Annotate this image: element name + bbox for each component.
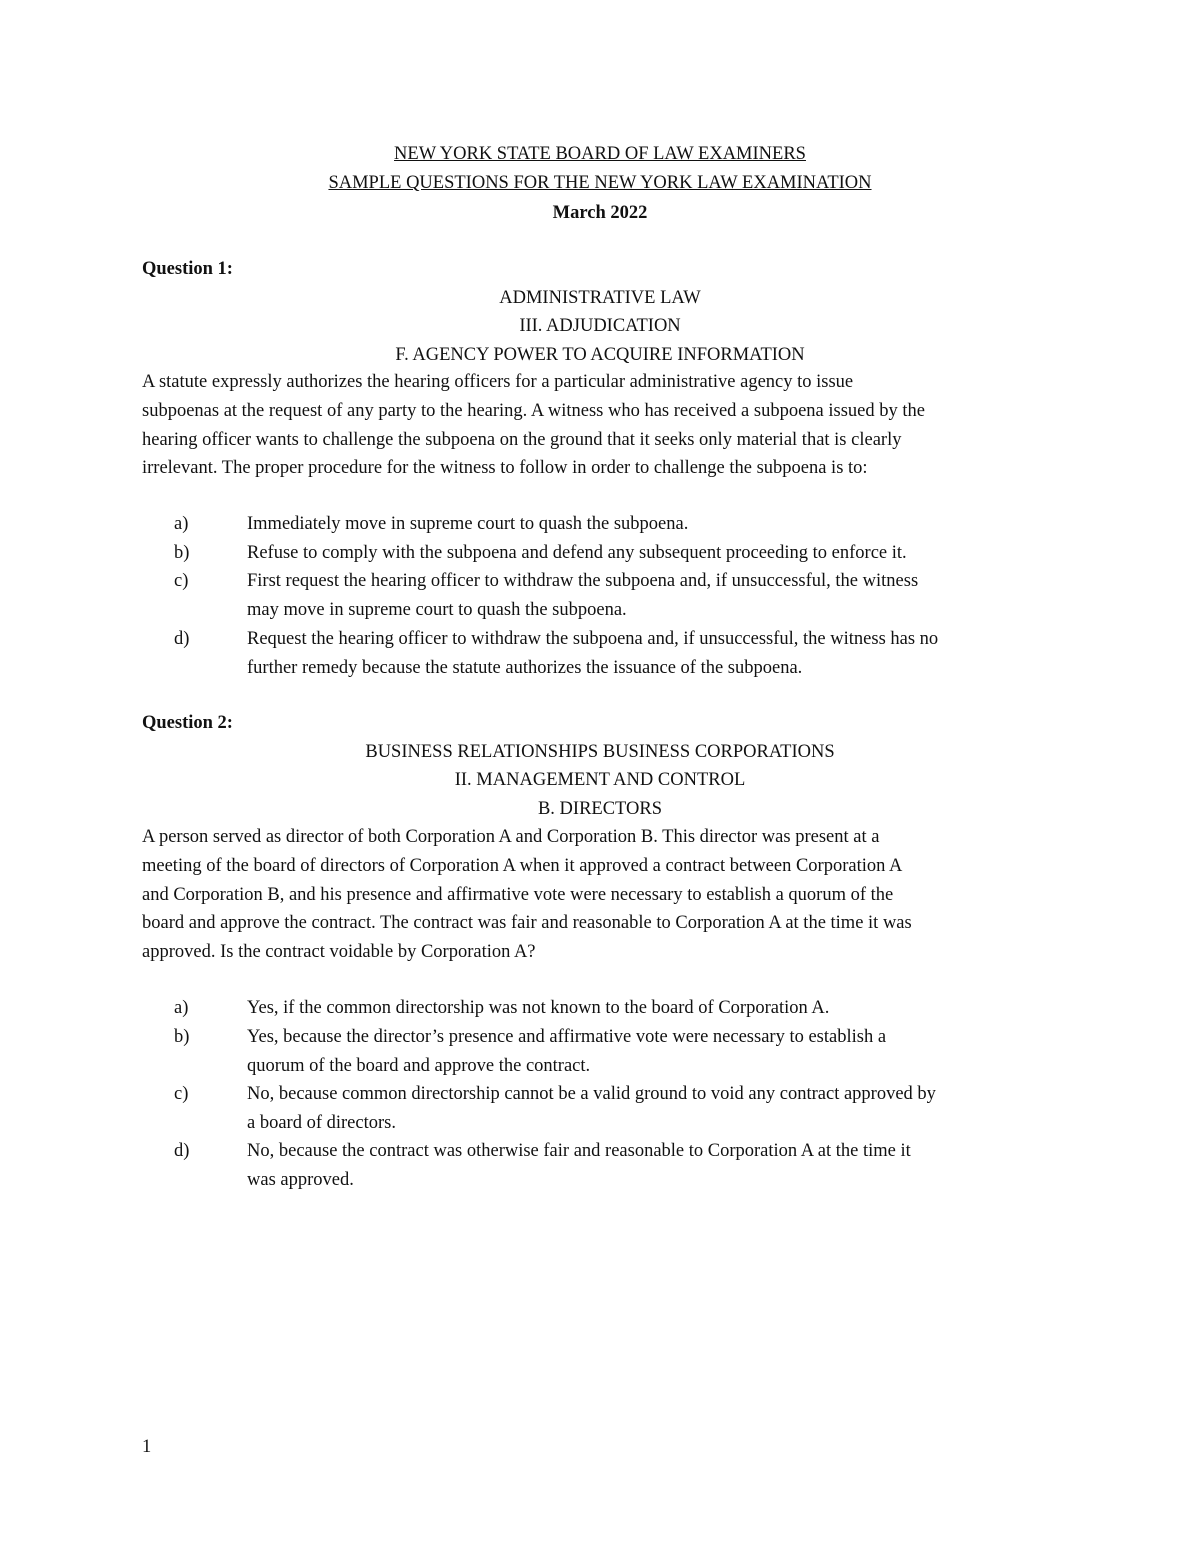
option-text — [247, 625, 1067, 683]
question-1-topic: ADMINISTRATIVE LAW — [499, 288, 701, 308]
option-text — [247, 510, 1067, 539]
option-line: No, because the contract was otherwise fair and reasonable to Corporation A at the time it — [247, 1141, 911, 1161]
option-line: further remedy because the statute authorizes the issuance of the subpoena. — [247, 657, 803, 678]
stem-line: approved. Is the contract voidable by Corporation A? — [142, 942, 536, 963]
option-letter: a) — [174, 514, 189, 534]
option-letter: b) — [174, 543, 190, 563]
option-line: a board of directors. — [247, 1112, 396, 1133]
stem-line: hearing officer wants to challenge the subpoena on the ground that it seeks only material that is clearly — [142, 429, 902, 450]
option-text — [247, 1080, 1067, 1138]
option-text — [247, 1023, 1067, 1081]
option-text — [247, 994, 1067, 1023]
stem-line: and Corporation B, and his presence and affirmative vote were necessary to establish a quorum of the — [142, 884, 894, 905]
question-2-section: II. MANAGEMENT AND CONTROL — [454, 770, 746, 790]
option-text — [247, 567, 1067, 625]
option-line: Yes, because the director’s presence and affirmative vote were necessary to establish a — [247, 1027, 887, 1047]
option-line: Immediately move in supreme court to quash the subpoena. — [247, 514, 689, 534]
option-letter: d) — [174, 1141, 190, 1161]
option-letter: d) — [174, 629, 190, 649]
option-line: quorum of the board and approve the contract. — [247, 1055, 591, 1076]
option-line: was approved. — [247, 1169, 354, 1190]
option-letter: b) — [174, 1027, 190, 1047]
header-title: NEW YORK STATE BOARD OF LAW EXAMINERS — [394, 144, 806, 164]
option-line: Yes, if the common directorship was not known to the board of Corporation A. — [247, 998, 830, 1018]
stem-line: board and approve the contract. The contract was fair and reasonable to Corporation A at the time it was — [142, 913, 912, 934]
option-letter: a) — [174, 998, 189, 1018]
option-text — [247, 539, 1067, 568]
option-line: Refuse to comply with the subpoena and defend any subsequent proceeding to enforce it. — [247, 543, 907, 563]
option-line: may move in supreme court to quash the subpoena. — [247, 599, 627, 620]
question-2-label: Question 2: — [142, 713, 233, 733]
header-date: March 2022 — [552, 203, 648, 223]
question-1-subsection: F. AGENCY POWER TO ACQUIRE INFORMATION — [395, 345, 805, 365]
question-1-section: III. ADJUDICATION — [519, 316, 681, 336]
option-line: Request the hearing officer to withdraw the subpoena and, if unsuccessful, the witness has no — [247, 629, 939, 649]
option-text — [247, 1137, 1067, 1195]
question-1-stem — [142, 368, 1062, 483]
page-number: 1 — [142, 1437, 152, 1457]
stem-line: irrelevant. The proper procedure for the witness to follow in order to challenge the subpoena is to: — [142, 458, 868, 479]
option-letter: c) — [174, 1084, 189, 1104]
stem-line: meeting of the board of directors of Corporation A when it approved a contract between Corporation A — [142, 855, 903, 876]
question-2-subsection: B. DIRECTORS — [537, 799, 663, 819]
question-2-topic: BUSINESS RELATIONSHIPS BUSINESS CORPORATIONS — [365, 742, 835, 762]
stem-line: A person served as director of both Corporation A and Corporation B. This director was present at a — [142, 827, 880, 847]
option-letter: c) — [174, 571, 189, 591]
header-subtitle: SAMPLE QUESTIONS FOR THE NEW YORK LAW EXAMINATION — [328, 173, 872, 193]
option-line: No, because common directorship cannot be a valid ground to void any contract approved by — [247, 1084, 936, 1104]
option-line: First request the hearing officer to withdraw the subpoena and, if unsuccessful, the witness — [247, 571, 919, 591]
question-1-label: Question 1: — [142, 259, 233, 279]
question-2-stem — [142, 823, 1062, 967]
stem-line: A statute expressly authorizes the hearing officers for a particular administrative agency to issue — [142, 372, 854, 392]
stem-line: subpoenas at the request of any party to the hearing. A witness who has received a subpoena issued by the — [142, 400, 925, 421]
